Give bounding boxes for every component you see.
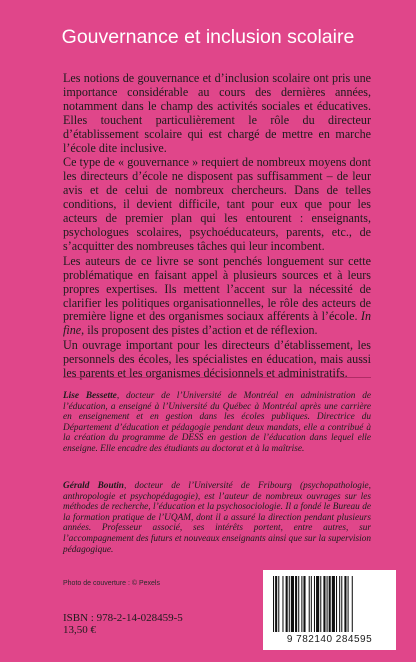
barcode-bars [273,576,386,634]
author-bio-text-bessette: , docteur de l’Université de Montréal en administration de l’éducation, a enseigné à l’Université du Québec à Montréal après une carrière en enseignement et en gestion dans les écoles publiques. Directrice du Département d’éducation et pédagogie pendant deux mandats, elle a contribué à la création du programme de DESS en gestion de l’éducation dans lequel elle enseigne. Elle encadre des étudiants au doctorat et à la maîtrise. [63,391,371,454]
summary-paragraph-3 [63,255,371,338]
book-title: Gouvernance et inclusion scolaire [61,26,355,48]
barcode-bar [311,576,312,632]
barcode-bar [303,576,305,632]
price: 13,50 € [63,624,96,636]
barcode-bar [348,576,349,632]
barcode-bar [352,576,353,632]
barcode-bar [320,576,321,632]
summary-text [63,72,371,381]
barcode-bar [275,576,277,632]
photo-credit: Photo de couverture : © Pexels [63,580,160,587]
barcode-bar [278,576,279,632]
author-bio-bessette [63,391,371,455]
barcode-bar [314,576,315,632]
summary-paragraph-4: Un ouvrage important pour les directeurs d’établissement, les personnels des écoles, les spécialistes en éducation, mais aussi les parents et les organismes décisionnels et administratifs. [63,338,371,381]
paragraph-3-end: , ils proposent des pistes d’action et de réflexion. [81,323,318,338]
barcode-bar [327,576,328,632]
section-divider [63,377,371,378]
barcode-bar [341,576,342,632]
author-name-bessette: Lise Bessette [63,391,117,401]
paragraph-3-text: Les auteurs de ce livre se sont penchés longuement sur cette problématique en faisant appel à plusieurs sources et à leurs propres expertises. Ils mettent l’accent sur la nécessité de clarifier les politiques organisationnelles, le rôle des acteurs de première ligne et des organismes sociaux afférents à l’école. [63,253,371,324]
author-bio-boutin [63,481,371,555]
author-bio-text-boutin: , docteur de l’Université de Fribourg (psychopathologie, anthropologie et psychopédagogie), est l’auteur de nombreux ouvrages sur les méthodes de recherche, l’éducation et la psychosociologie. Il a fondé le Bureau de la formation pratique de l’UQAM, dont il a assuré la direction pendant plusieurs années. Professeur associé, ses intérêts portent, entre autres, sur l’accompagnement des futurs et nouveaux enseignants ainsi que sur la supervision pédagogique. [63,481,371,555]
barcode-bar [316,576,319,632]
barcode-bar [289,576,290,632]
barcode-bar [282,576,283,632]
barcode-bar [339,576,340,632]
barcode-bar [295,576,297,632]
isbn-number: ISBN : 978-2-14-028459-5 [63,612,183,624]
in-fine-italic: In fine [63,309,371,338]
author-name-boutin: Gérald Boutin [63,481,124,491]
barcode [263,570,396,650]
barcode-bar [301,576,302,632]
barcode-bar [273,576,274,632]
barcode-bar [336,576,337,632]
barcode-bar [323,576,325,632]
barcode-bar [344,576,346,632]
isbn-block [63,612,183,636]
barcode-bar [286,576,288,632]
summary-paragraph-2: Ce type de « gouvernance » requiert de nombreux moyens dont les directeurs d’école ne disposent pas suffisamment – de leur avis et de celui de nombreux chercheurs. Dans de telles conditions, il devient difficile, tant pour eux que pour les acteurs de premier plan qui les entourent : enseignants, psychologues scolaires, psychoéducateurs, parents, etc., de s’acquitter des nombreuses tâches qui leur incombent. [63,155,371,253]
barcode-digits: 9 782140 284595 [286,634,373,645]
barcode-bar [291,576,294,632]
barcode-bar [309,576,310,632]
summary-paragraph-1: Les notions de gouvernance et d’inclusion scolaire ont pris une importance considérable au cours des dernières années, notamment dans le champ des activités sociales et éducatives. Elles touchent particulièrement le rôle du directeur d’établissement scolaire qui est chargé de mettre en marche l’école dite inclusive. [63,71,371,155]
barcode-bar [298,576,299,632]
barcode-bar [332,576,335,632]
barcode-bar [329,576,331,632]
